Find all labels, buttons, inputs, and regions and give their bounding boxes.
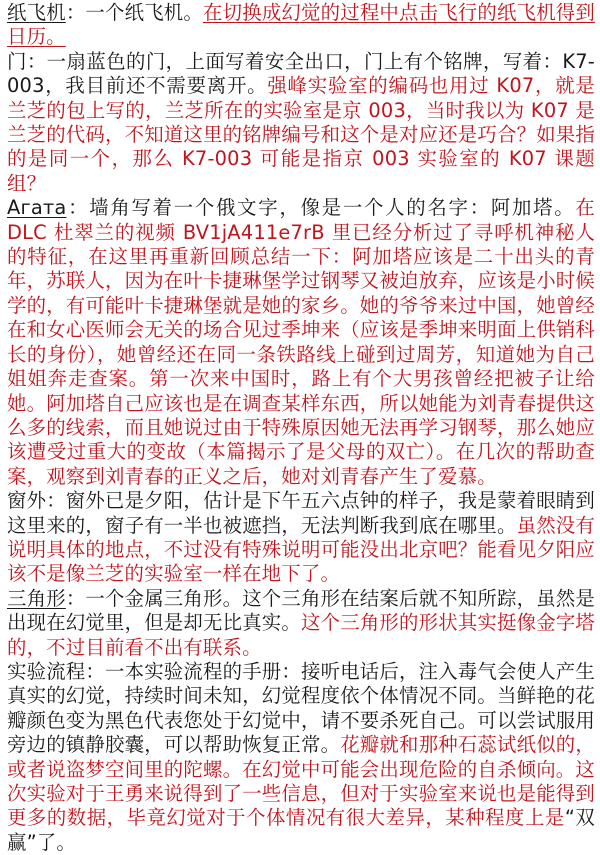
- entry-description: ：一个金属三角形。这个三角形在结案后就不知所踪，虽然是出现在幻觉里，但是却无比真实。: [7, 586, 595, 635]
- entry-experiment-procedure: [7, 660, 595, 855]
- entry-keyword: 门: [7, 49, 27, 73]
- entry-description: ：窗外已是夕阳，估计是下午五六点钟的样子，我是蒙着眼睛到这里来的，窗子有一半也被遮挡，无法判断我到底在哪里。: [7, 489, 595, 537]
- entry-description: ：墙角写着一个俄文字，像是一个人的名字：阿加塔。: [66, 196, 576, 220]
- entry-door: [7, 50, 595, 196]
- entry-description: ：一个纸飞机。: [65, 1, 204, 24]
- entry-keyword: Агата: [7, 196, 67, 220]
- entry-agata: [7, 196, 595, 489]
- entry-keyword: 窗外: [7, 489, 47, 513]
- document-body: [7, 1, 595, 855]
- entry-note: 花瓣就和那种石蕊试纸似的，或者说盗梦空间里的陀螺。在幻觉中可能会出现危险的自杀倾向。这次实验对于王勇来说得到了一些信息，但对于实验室来说也是能得到更多的数据，毕竟幻觉对于个体情况有很大差异，某种程度上是: [7, 733, 595, 830]
- entry-keyword: 纸飞机: [7, 1, 66, 24]
- entry-keyword: 三角形: [7, 586, 66, 610]
- entry-keyword: 实验流程: [7, 659, 86, 683]
- entry-paper-plane: [7, 1, 595, 50]
- entry-note: 在 DLC 杜翠兰的视频 BV1jA411e7rB 里已经分析过了寻呼机神秘人的特征，在这里再重新回顾总结一下：阿加塔应该是二十出头的青年，苏联人，因为在叶卡捷琳堡学过钢琴又被迫放弃，应该是小时候学的，有可能叶卡捷琳堡就是她的家乡。她的爷爷来过中国，她曾经在和女心医师会无关的场合见过季坤来（应该是季坤来明面上供销科长的身份），她曾经还在同一条铁路线上碰到过周芳，知道她为自己姐姐奔走查案。第一次来中国时，路上有个大男孩曾经把被子让给她。阿加塔自己应该也是在调查某样东西，所以她能为刘青春提供这么多的线索，而且她说过由于特殊原因她无法再学习钢琴，那么她应该遭受过重大的变故（本篇揭示了是父母的双亡）。在几次的帮助查案，观察到刘青春的正义之后，她对刘青春产生了爱慕。: [7, 196, 595, 488]
- entry-tail: “双赢”了。: [7, 806, 595, 854]
- entry-note: 虽然没有说明具体的地点，不过没有特殊说明可能没出北京吧？能看见夕阳应该不是像兰芝的实验室一样在地下了。: [7, 513, 595, 586]
- entry-window: [7, 489, 595, 587]
- entry-note: 这个三角形的形状其实挺像金字塔的，不过目前看不出有联系。: [7, 611, 596, 659]
- entry-note: 在切换成幻觉的过程中点击飞行的纸飞机得到日历。: [7, 1, 596, 49]
- entry-description: ：一扇蓝色的门，上面写着安全出口，门上有个铭牌，写着：K7-003，我目前还不需要离开。: [7, 49, 595, 98]
- entry-note: 强峰实验室的编码也用过 K07，就是兰芝的包上写的，兰芝所在的实验室是京 003，当时我以为 K07 是兰芝的代码，不知道这里的铭牌编号和这个是对应还是巧合？如果指的是同一个，那么 K7-003 可能是指京 003 实验室的 K07 课题组？: [7, 74, 596, 195]
- entry-triangle: [7, 587, 595, 660]
- entry-description: ：一本实验流程的手册：接听电话后，注入毒气会使人产生真实的幻觉，持续时间未知，幻觉程度依个体情况不同。当鲜艳的花瓣颜色变为黑色代表您处于幻觉中，请不要杀死自己。可以尝试服用旁边的镇静胶囊，可以帮助恢复正常。: [7, 659, 595, 757]
